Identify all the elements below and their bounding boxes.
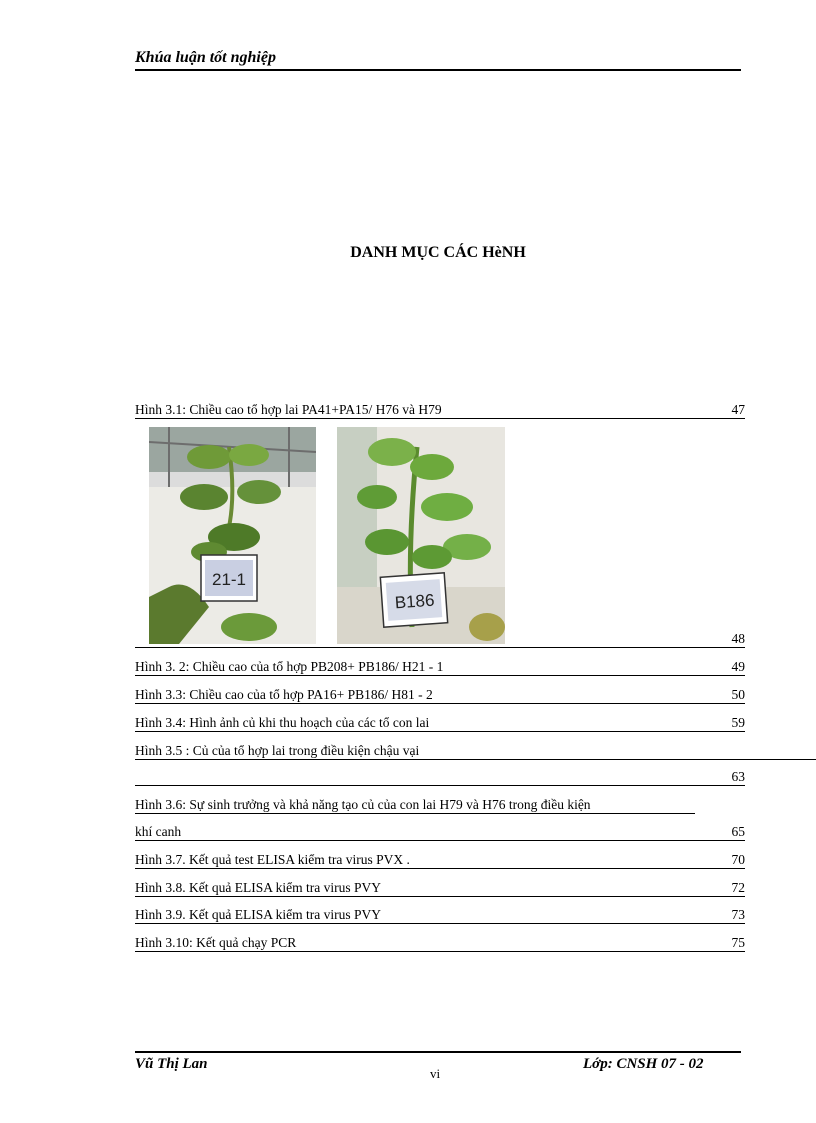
- toc-entry-label: khí canh: [135, 824, 182, 839]
- toc-underline: [135, 785, 745, 786]
- toc-entry-page: 65: [731, 824, 745, 839]
- toc-entry-page: 73: [731, 907, 745, 922]
- footer-class: Lớp: CNSH 07 - 02: [583, 1056, 704, 1072]
- toc-entry-label: Hình 3.10: Kết quả chạy PCR: [135, 935, 297, 950]
- footer-author: Vũ Thị Lan: [135, 1056, 208, 1072]
- plant-tag-21-1: 21-1: [211, 570, 247, 589]
- toc-underline: [135, 647, 745, 648]
- toc-entry[interactable]: [135, 823, 745, 845]
- toc-entry-page: 59: [731, 715, 745, 730]
- toc-entry-label: Hình 3. 2: Chiều cao của tổ hợp PB208+ PB186/ H21 - 1: [135, 659, 444, 674]
- toc-entry[interactable]: [135, 934, 745, 956]
- toc-entry-page: 49: [731, 659, 745, 674]
- toc-entry-label: Hình 3.4: Hình ảnh củ khi thu hoạch của các tổ con lai: [135, 715, 430, 730]
- toc-entry-label: Hình 3.5 : Củ của tổ hợp lai trong điều kiện chậu vại: [135, 743, 420, 758]
- toc-underline: [135, 923, 745, 924]
- toc-entry[interactable]: [135, 401, 745, 423]
- toc-entry-page: 50: [731, 687, 745, 702]
- toc-underline: [135, 813, 695, 814]
- toc-entry-page: 47: [731, 402, 745, 417]
- toc-entry[interactable]: [135, 686, 745, 708]
- plant-tag-b186: B186: [394, 590, 436, 613]
- toc-entry[interactable]: [135, 906, 745, 928]
- page-heading: DANH MỤC CÁC HèNH: [350, 244, 526, 261]
- toc-entry[interactable]: [135, 768, 745, 790]
- toc-entry-page: 75: [731, 935, 745, 950]
- toc-underline: [135, 418, 745, 419]
- toc-entry-label: Hình 3.7. Kết quả test ELISA kiểm tra virus PVX .: [135, 852, 410, 867]
- toc-entry-page: 48: [731, 631, 745, 646]
- toc-entry[interactable]: [135, 796, 745, 818]
- toc-entry-page: 70: [731, 852, 745, 867]
- toc-entry-page: 63: [731, 769, 745, 784]
- header-rule: [135, 69, 741, 71]
- toc-entry-label: Hình 3.6: Sự sinh trưởng và khả năng tạo củ của con lai H79 và H76 trong điều kiện: [135, 797, 591, 812]
- toc-entry[interactable]: [135, 630, 745, 652]
- toc-entry[interactable]: [135, 879, 745, 901]
- toc-underline: [135, 759, 816, 760]
- toc-entry[interactable]: [135, 658, 745, 680]
- toc-underline: [135, 731, 745, 732]
- toc-entry-label: Hình 3.8. Kết quả ELISA kiểm tra virus PVY: [135, 880, 381, 895]
- toc-entry[interactable]: [135, 742, 745, 764]
- toc-underline: [135, 896, 745, 897]
- toc-underline: [135, 703, 745, 704]
- toc-entry-label: Hình 3.9. Kết quả ELISA kiểm tra virus PVY: [135, 907, 381, 922]
- toc-entry[interactable]: [135, 714, 745, 736]
- toc-underline: [135, 868, 745, 869]
- toc-underline: [135, 675, 745, 676]
- header-title: Khúa luận tốt nghiệp: [135, 49, 276, 66]
- toc-entry-label: Hình 3.1: Chiều cao tổ hợp lai PA41+PA15/ H76 và H79: [135, 402, 442, 417]
- footer-page-number: vi: [430, 1066, 441, 1081]
- toc-entry-page: 72: [731, 880, 745, 895]
- toc-entry[interactable]: [135, 851, 745, 873]
- toc-entry-label: Hình 3.3: Chiều cao của tổ hợp PA16+ PB186/ H81 - 2: [135, 687, 433, 702]
- footer-rule: [135, 1051, 741, 1053]
- plant-photo-b186: [337, 427, 505, 644]
- plant-photo-21-1: [149, 427, 316, 644]
- toc-underline: [135, 951, 745, 952]
- toc-underline: [135, 840, 745, 841]
